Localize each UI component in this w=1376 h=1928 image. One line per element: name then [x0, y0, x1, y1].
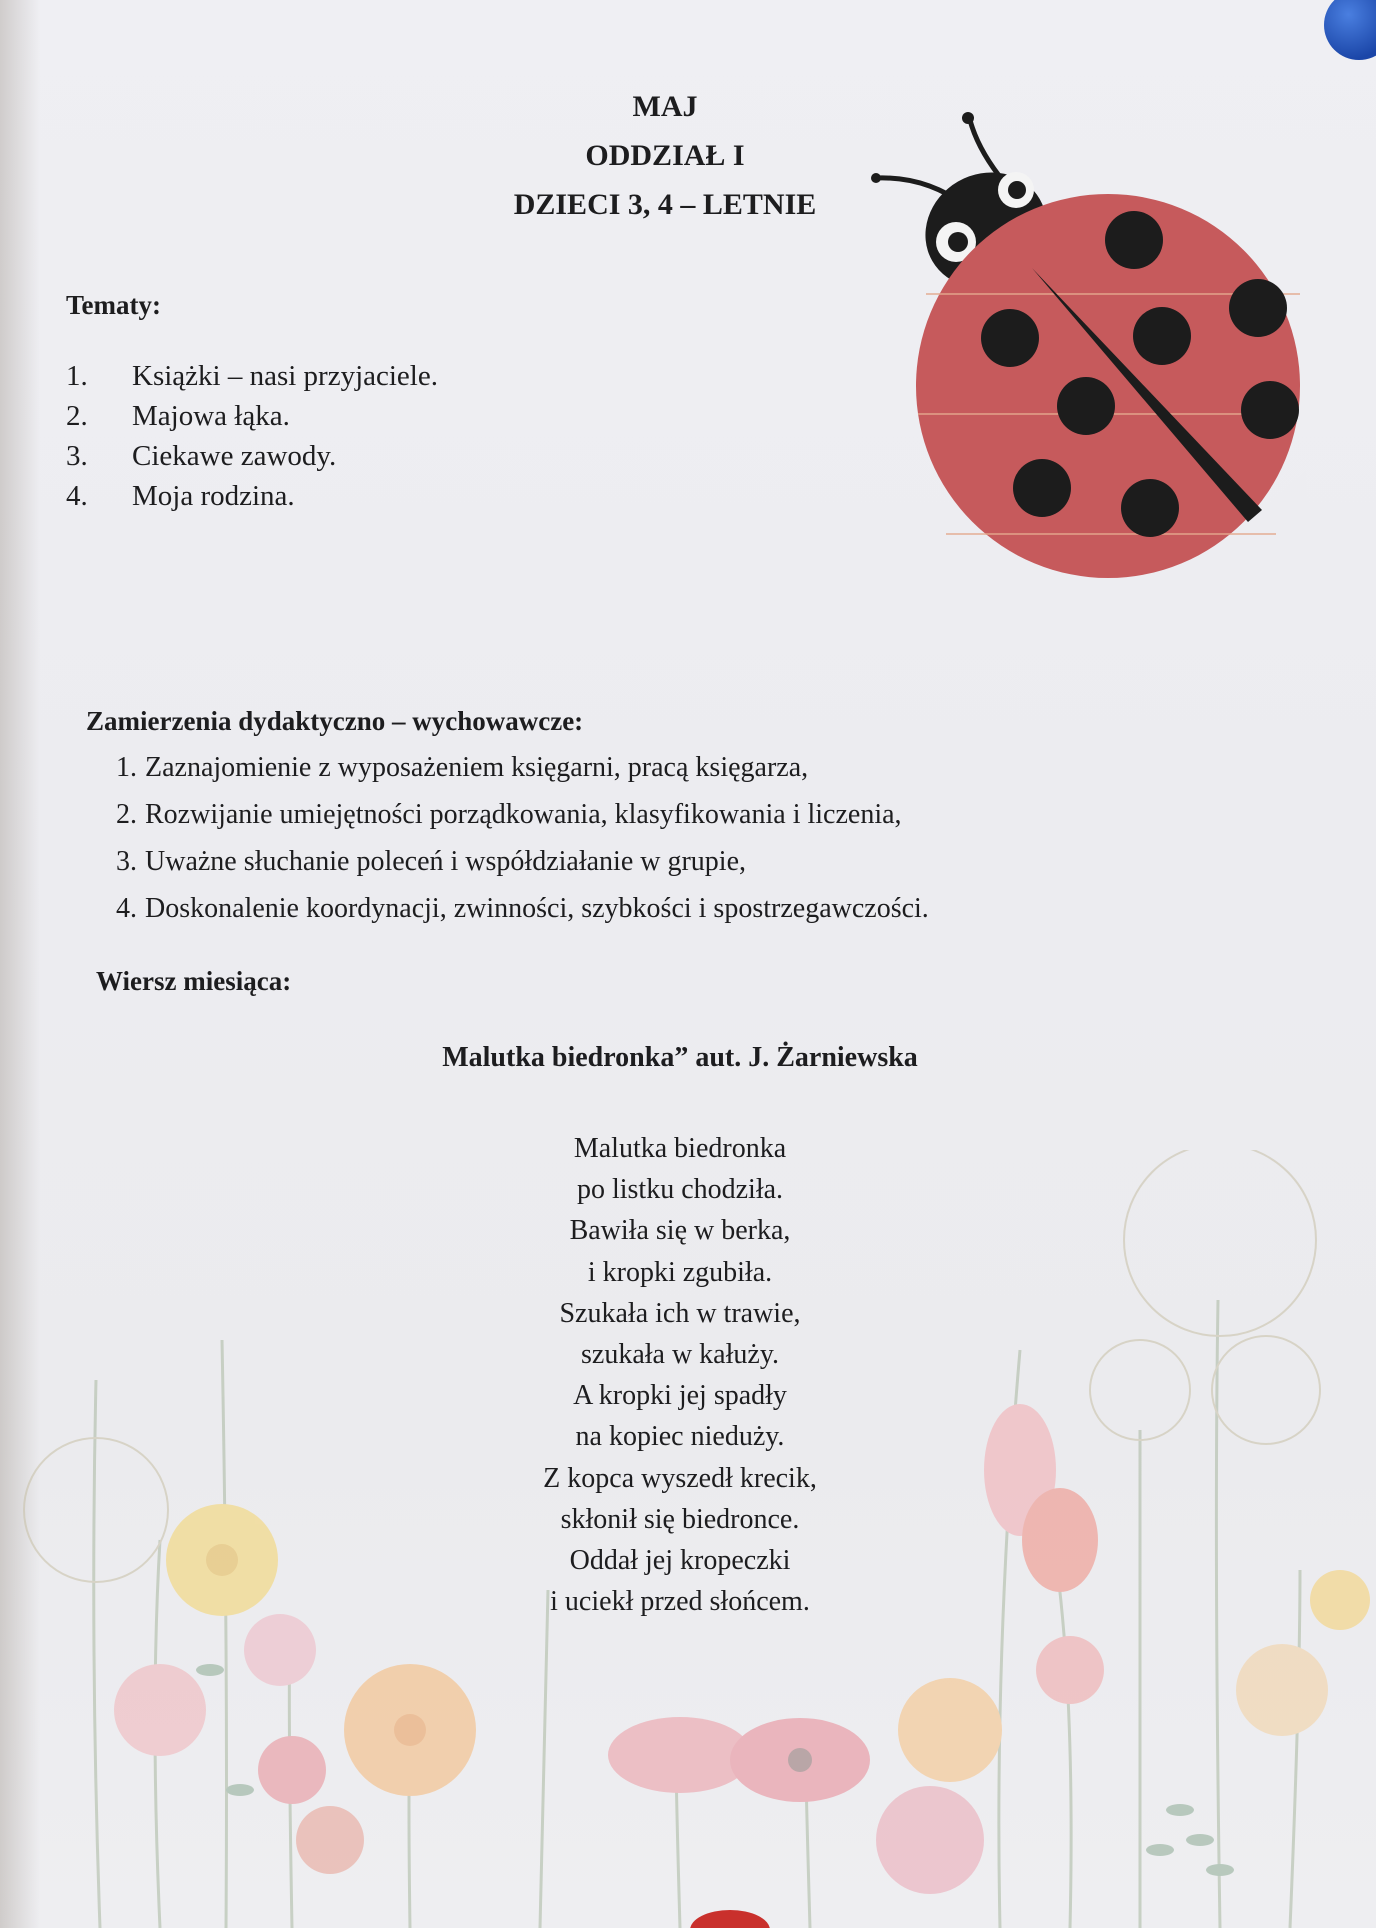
header-group: ODDZIAŁ I [585, 139, 745, 172]
header-month: MAJ [632, 90, 698, 123]
list-item: 1. Książki – nasi przyjaciele. [66, 360, 438, 392]
pushpin-icon [1324, 0, 1376, 60]
goals-list [116, 744, 929, 932]
list-item: 2. Rozwijanie umiejętności porządkowania, klasyfikowania i liczenia, [116, 799, 902, 830]
list-item: 1. Zaznajomienie z wyposażeniem księgarni, pracą księgarza, [116, 752, 809, 783]
list-item: 4. Doskonalenie koordynacji, zwinności, szybkości i spostrzegawczości. [116, 893, 929, 924]
poem-line: Bawiła się w berka, [569, 1215, 791, 1247]
list-item: 3. Uważne słuchanie poleceń i współdziałanie w grupie, [116, 846, 747, 877]
poem-line: i kropki zgubiła. [587, 1256, 773, 1288]
poem-line: Szukała ich w trawie, [559, 1297, 801, 1329]
poem-line: Malutka biedronka [573, 1133, 787, 1164]
poem-line: Z kopca wyszedł krecik, [543, 1462, 817, 1494]
goals-heading: Zamierzenia dydaktyczno – wychowawcze: [86, 706, 584, 736]
poem-title: Malutka biedronka” aut. J. Żarniewska [442, 1042, 918, 1073]
list-item: 3. Ciekawe zawody. [66, 440, 337, 472]
poem-line: skłonił się biedronce. [560, 1503, 800, 1535]
poem-line: szukała w kałuży. [581, 1339, 779, 1371]
topics-list [66, 356, 438, 516]
poem-heading: Wiersz miesiąca: [96, 966, 292, 996]
poem-line: na kopiec nieduży. [575, 1421, 785, 1453]
list-item: 4. Moja rodzina. [66, 480, 295, 512]
poem-line: Oddał jej kropeczki [569, 1545, 791, 1577]
header-age: DZIECI 3, 4 – LETNIE [513, 188, 817, 221]
poem-text [480, 1128, 880, 1622]
list-item: 2. Majowa łąka. [66, 400, 290, 432]
poem-line: i uciekł przed słońcem. [550, 1586, 810, 1618]
poem-line: A kropki jej spadły [573, 1380, 787, 1412]
poem-line: po listku chodziła. [576, 1174, 784, 1206]
topics-heading: Tematy: [66, 290, 161, 320]
document-header [440, 82, 890, 229]
ladybug-icon [866, 110, 1346, 590]
